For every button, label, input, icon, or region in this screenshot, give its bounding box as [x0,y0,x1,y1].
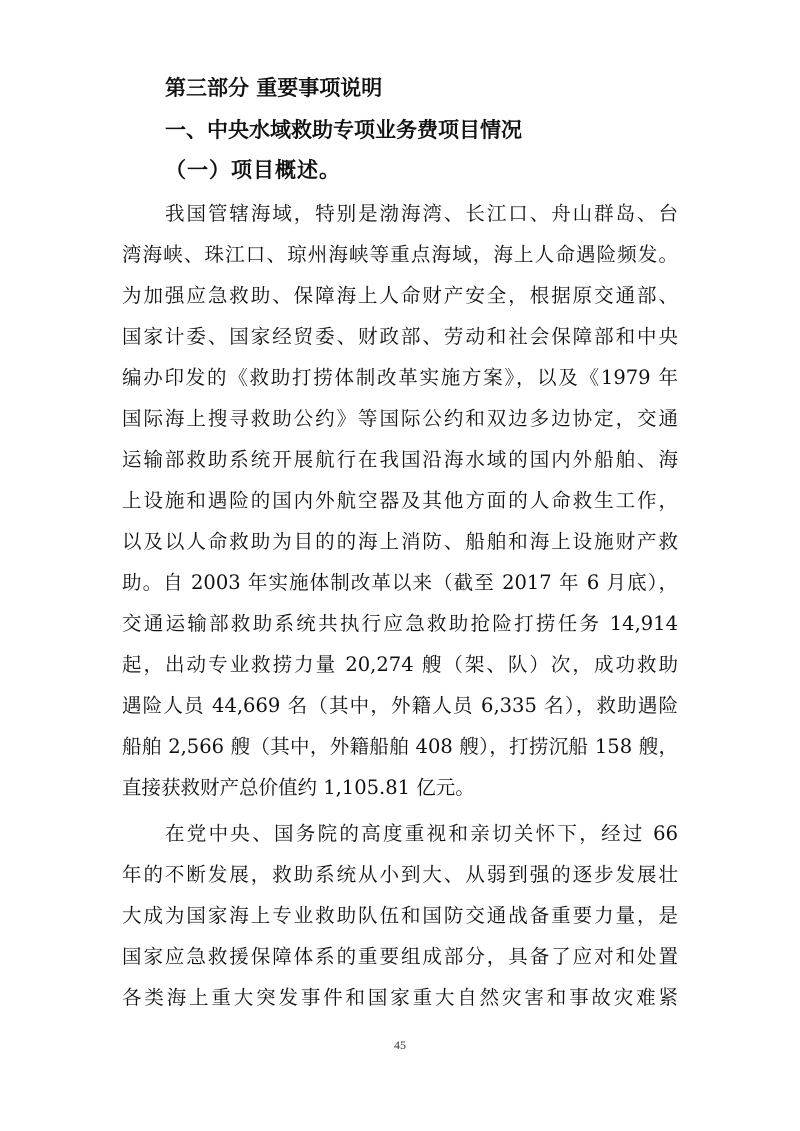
text-line: 国际海上搜寻救助公约》等国际公约和双边多边协定，交通 [122,407,678,430]
page-number: 45 [394,1038,406,1052]
text-line: 起，出动专业救捞力量 20,274 艘（架、队）次，成功救助 [122,653,678,676]
text-line: 湾海峡、珠江口、琼州海峡等重点海域，海上人命遇险频发。 [122,243,678,266]
text-line: 船舶 2,566 艘（其中，外籍船舶 408 艘），打捞沉船 158 艘， [122,735,678,758]
text-line: 上设施和遇险的国内外航空器及其他方面的人命救生工作， [122,489,678,512]
text-line: 编办印发的《救助打捞体制改革实施方案》，以及《1979 年 [122,366,678,389]
text-line: 直接获救财产总价值约 1,105.81 亿元。 [122,776,475,799]
text-line: 我国管辖海域，特别是渤海湾、长江口、舟山群岛、台 [165,202,678,225]
text-line: 助。自 2003 年实施体制改革以来（截至 2017 年 6 月底）， [122,571,678,594]
text-line: 为加强应急救助、保障海上人命财产安全，根据原交通部、 [122,284,678,307]
text-line: 以及以人命救助为目的的海上消防、船舶和海上设施财产救 [122,530,678,553]
text-line: 遇险人员 44,669 名（其中，外籍人员 6,335 名），救助遇险 [122,694,678,717]
text-line: 各类海上重大突发事件和国家重大自然灾害和事故灾难紧 [122,986,678,1009]
subsection-title: （一）项目概述。 [165,158,341,182]
text-line: 大成为国家海上专业救助队伍和国防交通战备重要力量，是 [122,904,678,927]
text-line: 交通运输部救助系统共执行应急救助抢险打捞任务 14,914 [122,612,678,635]
text-line: 运输部救助系统开展航行在我国沿海水域的国内外船舶、海 [122,448,678,471]
part-title: 第三部分 重要事项说明 [165,76,383,100]
section-title: 一、中央水域救助专项业务费项目情况 [165,118,522,142]
text-line: 国家计委、国家经贸委、财政部、劳动和社会保障部和中央 [122,325,678,348]
text-line: 在党中央、国务院的高度重视和亲切关怀下，经过 66 [165,822,678,845]
text-line: 国家应急救援保障体系的重要组成部分，具备了应对和处置 [122,945,678,968]
text-line: 年的不断发展，救助系统从小到大、从弱到强的逐步发展壮 [122,863,678,886]
